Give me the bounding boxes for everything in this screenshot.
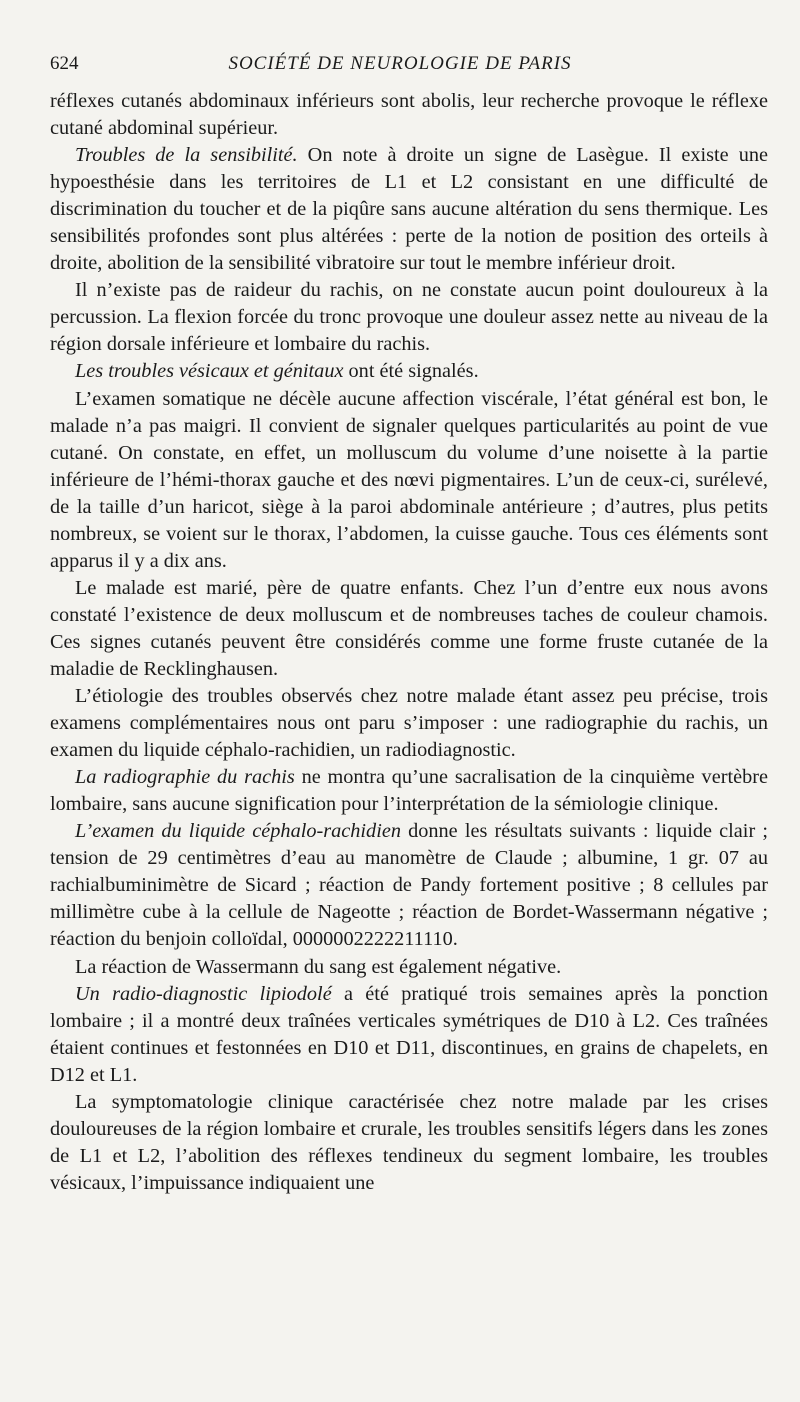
paragraph-text: a été pratiqué trois semaines après la ponction lombaire ; il a montré deux traînées verticales symétriques de D10 à L2. Ces traînées étaient continues et festonnées en D10 et D11, discontinues, en grains de chapelets, en D12 et L1. — [50, 982, 768, 1086]
paragraph-text: On note à droite un signe de Lasègue. Il existe une hypoesthésie dans les territoires de L1 et L2 consistant en une difficulté de discrimination du toucher et de la piqûre sans aucune altération du sens thermique. Les sensibilités profondes sont plus altérées : perte de la notion de position des orteils à droite, abolition de la sensibilité vibratoire sur tout le membre inférieur droit. — [50, 144, 768, 275]
page-number: 624 — [50, 53, 79, 74]
paragraph-text: ne montra qu’une sacralisation de la cinquième vertèbre lombaire, sans aucune signification pour l’interprétation de la sémiologie clinique. — [50, 766, 768, 816]
paragraph-lead: La radiographie du rachis — [75, 766, 295, 789]
paragraph-text: L’étiologie des troubles observés chez notre malade étant assez peu précise, trois examens complémentaires nous ont paru s’imposer : une radiographie du rachis, un examen du liquide céphalo-rachidien, un radiodiagnostic. — [50, 685, 768, 762]
paragraph-lead: Un radio-diagnostic lipiodolé — [75, 982, 332, 1005]
paragraph — [50, 818, 768, 953]
paragraph-lead: Troubles de la sensibilité. — [75, 144, 298, 167]
paragraph — [50, 1089, 768, 1197]
paragraph-text: Il n’existe pas de raideur du rachis, on ne constate aucun point douloureux à la percussion. La flexion forcée du tronc provoque une douleur assez nette au niveau de la région dorsale inférieure et lombaire du rachis. — [50, 279, 768, 356]
paragraph-text: réflexes cutanés abdominaux inférieurs sont abolis, leur recherche provoque le réflexe cutané abdominal supérieur. — [50, 90, 768, 140]
paragraph-text: Le malade est marié, père de quatre enfants. Chez l’un d’entre eux nous avons constaté l’existence de deux molluscum et de nombreuses taches de couleur chamois. Ces signes cutanés peuvent être considérés comme une forme fruste cutanée de la maladie de Recklinghausen. — [50, 576, 768, 680]
paragraph — [50, 358, 768, 385]
paragraph-lead: L’examen du liquide céphalo-rachidien — [75, 820, 401, 843]
paragraph-text: La réaction de Wassermann du sang est également négative. — [75, 955, 562, 978]
paragraph-text: donne les résultats suivants : liquide clair ; tension de 29 centimètres d’eau au manomètre de Claude ; albumine, 1 gr. 07 au rachialbuminimètre de Sicard ; réaction de Pandy fortement positive ; 8 cellules par millimètre cube à la cellule de Nageotte ; réaction de Bordet-Wassermann négative ; réaction du benjoin colloïdal, 0000002222211110. — [50, 820, 768, 951]
paragraph — [50, 981, 768, 1089]
paragraph — [50, 386, 768, 575]
paragraph — [50, 764, 768, 818]
paragraph — [50, 277, 768, 358]
paragraph-lead: Les troubles vésicaux et génitaux — [75, 360, 344, 383]
body-text — [50, 88, 768, 1197]
page-header — [48, 53, 752, 83]
paragraph-text: L’examen somatique ne décèle aucune affection viscérale, l’état général est bon, le malade n’a pas maigri. Il convient de signaler quelques particularités au point de vue cutané. On constate, en effet, un molluscum du volume d’une noisette à la partie inférieure de l’hémi-thorax gauche et des nœvi pigmentaires. L’un de ceux-ci, surélevé, de la taille d’un haricot, siège à la paroi abdominale antérieure ; d’autres, plus petits nombreux, se voient sur le thorax, l’abdomen, la cuisse gauche. Tous ces éléments sont apparus il y a dix ans. — [50, 387, 768, 572]
paragraph — [50, 683, 768, 764]
paragraph-text: ont été signalés. — [343, 360, 479, 383]
paragraph-text: La symptomatologie clinique caractérisée chez notre malade par les crises douloureuses de la région lombaire et crurale, les troubles sensitifs légers dans les zones de L1 et L2, l’abolition des réflexes tendineux du segment lombaire, les troubles vésicaux, l’impuissance indiquaient une — [50, 1090, 768, 1194]
paragraph — [50, 142, 768, 277]
paragraph — [50, 954, 768, 981]
paragraph — [50, 88, 768, 142]
running-title: SOCIÉTÉ DE NEUROLOGIE DE PARIS — [228, 53, 572, 74]
paragraph — [50, 575, 768, 683]
